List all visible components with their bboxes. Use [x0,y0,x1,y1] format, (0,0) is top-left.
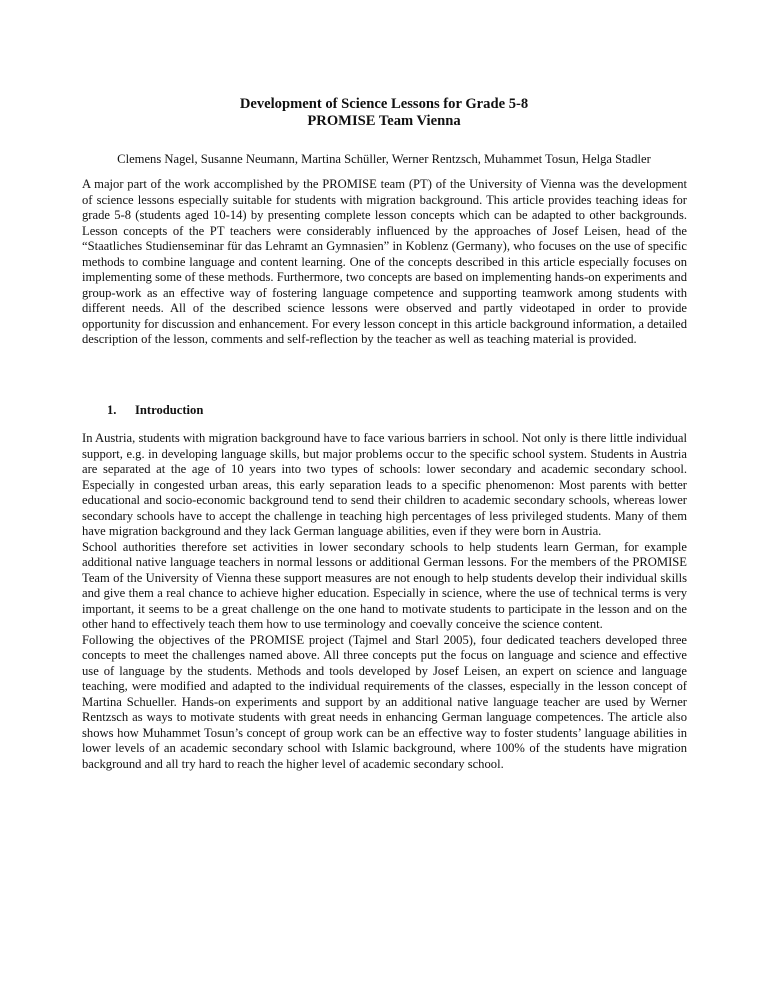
paragraph: In Austria, students with migration background have to face various barriers in school. Not only is there little individual support, e.g. in developing language skills, but major problems occur to the specific school system. Students in Austria are separated at the age of 10 years into two types of schools: lower secondary and academic secondary school. Especially in congested urban areas, this early separation leads to a specific phenomenon: Most parents with better educational and socio-economic background tend to send their children to academic secondary schools, whereas lower secondary schools have to accept the challenge in teaching high percentages of less privileged students. Many of them have migration background and they lack German language abilities, even if they were born in Austria. [82,431,687,538]
section-number: 1. [107,403,117,417]
paragraph: Following the objectives of the PROMISE project (Tajmel and Starl 2005), four dedicated teachers developed three concepts to meet the challenges named above. All three concepts put the focus on language and science and effective use of language by the students. Methods and tools developed by Josef Leisen, an expert on science and language teaching, were modified and adapted to the individual requirements of the classes, especially in the lesson concept of Martina Schueller. Hands-on experiments and support by an additional native language teacher are used by Werner Rentzsch as ways to motivate students with great needs in enhancing German language competences. The article also shows how Muhammet Tosun’s concept of group work can be an effective way to foster students’ language abilities in lower levels of an academic secondary school with Islamic background, where 100% of the students have migration background and all try hard to reach the higher level of academic secondary school. [82,632,687,771]
section-heading [107,403,203,418]
paper-subtitle: PROMISE Team Vienna [307,113,461,129]
paragraph: School authorities therefore set activities in lower secondary schools to help students learn German, for example additional native language teachers in normal lessons or additional German lessons. For the members of the PROMISE Team of the University of Vienna these support measures are not enough to help students develop their individual skills and give them a real chance to achieve higher education. Especially in science, where the use of technical terms is very important, it seems to be a great challenge on the one hand to motivate students to participate in the lesson and on the other hand to effectively teach them how to use terminology and coevally conceive the science content. [82,539,687,631]
author-list: Clemens Nagel, Susanne Neumann, Martina Schüller, Werner Rentzsch, Muhammet Tosun, Helga Stadler [117,152,651,166]
paper-title: Development of Science Lessons for Grade 5-8 [239,96,529,112]
title-block [0,96,768,130]
abstract: A major part of the work accomplished by the PROMISE team (PT) of the University of Vienna was the development of science lessons especially suitable for students with migration background. This article provides teaching ideas for grade 5-8 (students aged 10-14) by presenting complete lesson concepts which can be adapted to other backgrounds. Lesson concepts of the PT teachers were considerably influenced by the approaches of Josef Leisen, head of the “Staatliches Studienseminar für das Lehramt an Gymnasien” in Koblenz (Germany), who focuses on the use of specific methods to combine language and content learning. One of the concepts described in this article especially focuses on implementing some of these methods. Furthermore, two concepts are based on implementing hands-on experiments and group-work as an effective way of fostering language competence and supporting teamwork among students with different needs. All of the described science lessons were observed and partly videotaped in order to provide opportunity for discussion and enhancement. For every lesson concept in this article background information, a detailed description of the lesson, comments and self-reflection by the teacher as well as teaching material is provided. [82,177,687,346]
section-title: Introduction [135,403,204,417]
section-body [82,431,687,772]
